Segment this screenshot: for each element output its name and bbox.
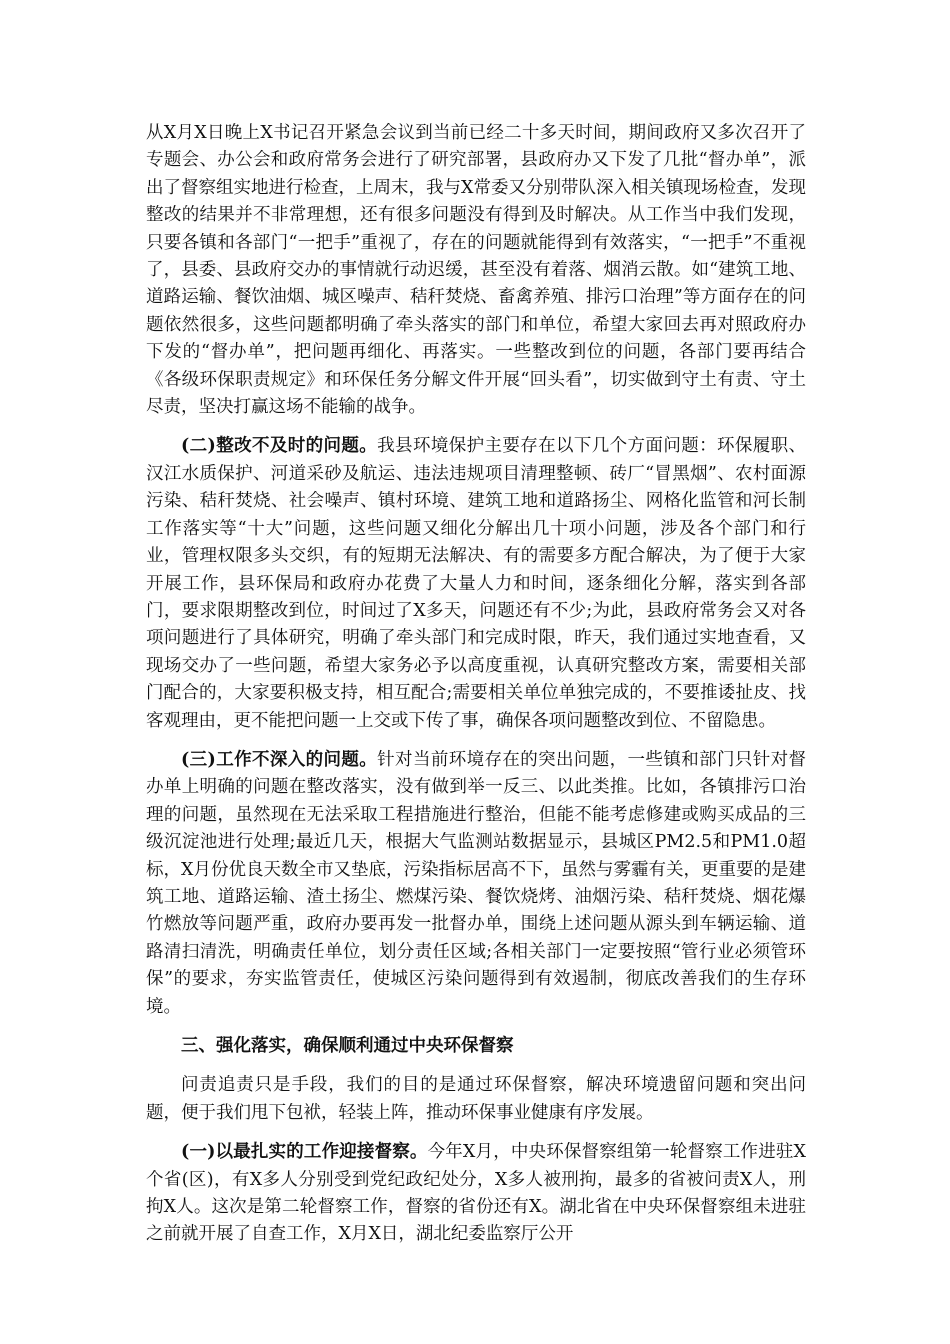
paragraph-text: 我县环境保护主要存在以下几个方面问题：环保履职、汉江水质保护、河道采砂及航运、违法违规项目清理整顿、砖厂“冒黑烟”、农村面源污染、秸秆焚烧、社会噪声、镇村环境、建筑工地和道路扬尘、网格化监管和河长制工作落实等“十大”问题，这些问题又细化分解出几十项小问题，涉及各个部门和行业，管理权限多头交织，有的短期无法解决、有的需要多方配合解决，为了便于大家开展工作，县环保局和政府办花费了大量人力和时间，逐条细化分解，落实到各部门，要求限期整改到位，时间过了X多天，问题还有不少;为此，县政府常务会又对各项问题进行了具体研究，明确了牵头部门和完成时限，昨天，我们通过实地查看，又现场交办了一些问题，希望大家务必予以高度重视，认真研究整改方案，需要相关部门配合的，大家要积极支持，相互配合;需要相关单位单独完成的，不要推诿扯皮、找客观理由，更不能把问题一上交或下传了事，确保各项问题整改到位、不留隐患。 — [146, 436, 807, 731]
document-page — [146, 120, 806, 1261]
paragraph-accountability — [146, 1072, 806, 1127]
paragraph-continuation — [146, 120, 806, 421]
paragraph-work-not-deep — [146, 747, 806, 1021]
paragraph-lead: (三)工作不深入的问题。 — [181, 749, 378, 770]
paragraph-text: 针对当前环境存在的突出问题，一些镇和部门只针对督办单上明确的问题在整改落实，没有做到举一反三、以此类推。比如，各镇排污口治理的问题，虽然现在无法采取工程措施进行整治，但能不能考虑修建或购买成品的三级沉淀池进行处理;最近几天，根据大气监测站数据显示，县城区PM2.5和PM1.0超标，X月份优良天数全市又垫底，污染指标居高不下，虽然与雾霾有关，更重要的是建筑工地、道路运输、渣土扬尘、燃煤污染、餐饮烧烤、油烟污染、秸秆焚烧、烟花爆竹燃放等问题严重，政府办要再发一批督办单，围绕上述问题从源头到车辆运输、道路清扫清洗，明确责任单位，划分责任区域;各相关部门一定要按照“管行业必须管环保”的要求，夯实监管责任，使城区污染问题得到有效遏制，彻底改善我们的生存环境。 — [146, 749, 807, 1017]
paragraph-lead: (二)整改不及时的问题。 — [181, 436, 378, 457]
paragraph-lead: (一)以最扎实的工作迎接督察。 — [181, 1142, 428, 1163]
paragraph-text: 问责追责只是手段，我们的目的是通过环保督察，解决环境遗留问题和突出问题，便于我们甩下包袱，轻装上阵，推动环保事业健康有序发展。 — [146, 1075, 806, 1123]
paragraph-welcome-inspection — [146, 1139, 806, 1249]
section-heading: 三、强化落实，确保顺利通过中央环保督察 — [181, 1036, 514, 1056]
paragraph-text: 从X月X日晚上X书记召开紧急会议到当前已经二十多天时间，期间政府又多次召开了专题会、办公会和政府常务会进行了研究部署，县政府办又下发了几批“督办单”，派出了督察组实地进行检查，上周末，我与X常委又分别带队深入相关镇现场检查，发现整改的结果并不非常理想，还有很多问题没有得到及时解决。从工作当中我们发现，只要各镇和各部门“一把手”重视了，存在的问题就能得到有效落实，“一把手”不重视了，县委、县政府交办的事情就行动迟缓，甚至没有着落、烟消云散。如“建筑工地、道路运输、餐饮油烟、城区噪声、秸秆焚烧、畜禽养殖、排污口治理”等方面存在的问题依然很多，这些问题都明确了牵头落实的部门和单位，希望大家回去再对照政府办下发的“督办单”，把问题再细化、再落实。一些整改到位的问题，各部门要再结合《各级环保职责规定》和环保任务分解文件开展“回头看”，切实做到守土有责、守土尽责，坚决打赢这场不能输的战争。 — [146, 123, 806, 418]
paragraph-rectification-delay — [146, 433, 806, 734]
paragraph-text: 今年X月，中央环保督察组第一轮督察工作进驻X个省(区)，有X多人分别受到党纪政纪处分，X多人被刑拘，最多的省被问责X人，刑拘X人。这次是第二轮督察工作，督察的省份还有X。湖北省在中央环保督察组未进驻之前就开展了自查工作，X月X日，湖北纪委监察厅公开 — [146, 1142, 807, 1245]
